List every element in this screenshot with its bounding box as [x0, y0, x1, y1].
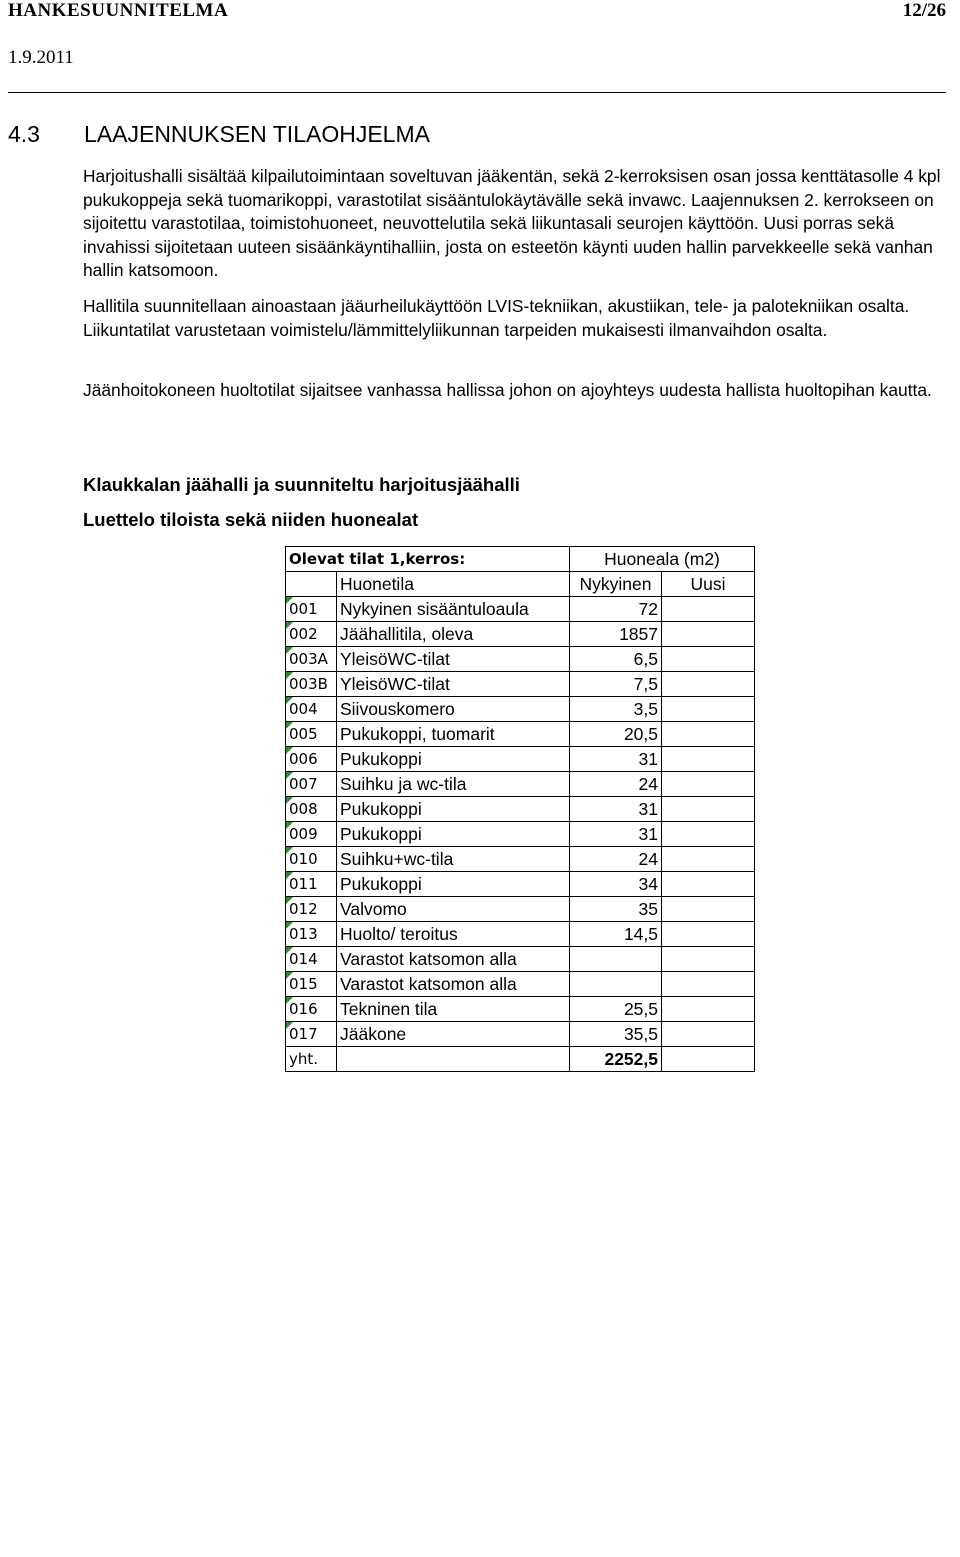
room-code: 003B [286, 672, 337, 697]
section-number: 4.3 [8, 121, 40, 147]
comment-marker-icon [286, 747, 293, 754]
comment-marker-icon [286, 972, 293, 979]
room-area-new [662, 972, 755, 997]
total-new [662, 1047, 755, 1072]
room-name: Varastot katsomon alla [337, 972, 570, 997]
section-title: LAAJENNUKSEN TILAOHJELMA [84, 121, 430, 147]
table-row [286, 947, 755, 972]
room-code: 003A [286, 647, 337, 672]
room-area-current: 35,5 [570, 1022, 662, 1047]
room-area-current: 25,5 [570, 997, 662, 1022]
room-area-new [662, 1022, 755, 1047]
room-name: Nykyinen sisääntuloaula [337, 597, 570, 622]
comment-marker-icon [286, 997, 293, 1004]
comment-marker-icon [286, 947, 293, 954]
room-area-table [285, 546, 755, 1072]
room-area-current: 1857 [570, 622, 662, 647]
room-code: 004 [286, 697, 337, 722]
total-row [286, 1047, 755, 1072]
table-row [286, 672, 755, 697]
room-name: Pukukoppi [337, 872, 570, 897]
table-header-row [286, 547, 755, 572]
room-area-new [662, 597, 755, 622]
room-area-new [662, 772, 755, 797]
area-header: Huoneala (m2) [570, 547, 755, 572]
total-label: yht. [286, 1047, 337, 1072]
subheading-facility: Klaukkalan jäähalli ja suunniteltu harjoitusjäähalli [83, 474, 520, 495]
room-area-new [662, 947, 755, 972]
paragraph-maintenance: Jäänhoitokoneen huoltotilat sijaitsee vanhassa hallissa johon on ajoyhteys uudesta hallista huoltopihan kautta. [83, 380, 932, 400]
total-value: 2252,5 [570, 1047, 662, 1072]
subheading-room-list: Luettelo tiloista sekä niiden huonealat [83, 509, 419, 530]
col-current-header: Nykyinen [570, 572, 662, 597]
col-new-header: Uusi [662, 572, 755, 597]
paragraph-hallitila: Hallitila suunnitellaan ainoastaan jääurheilukäyttöön LVIS-tekniikan, akustiikan, tele- ja palotekniikan osalta. Liikuntatilat varustetaan voimistelu/lämmittelyliikunnan tarpeiden mukaisesti ilmanvaihdon osalta. [83, 296, 910, 340]
table-row [286, 697, 755, 722]
column-header-row [286, 572, 755, 597]
comment-marker-icon [286, 672, 293, 679]
table-row [286, 797, 755, 822]
room-name: Siivouskomero [337, 697, 570, 722]
room-name: Varastot katsomon alla [337, 947, 570, 972]
table-row [286, 622, 755, 647]
room-area-current: 3,5 [570, 697, 662, 722]
table-row [286, 922, 755, 947]
room-area-new [662, 797, 755, 822]
room-name: Pukukoppi [337, 747, 570, 772]
room-area-current [570, 972, 662, 997]
table-row [286, 772, 755, 797]
room-area-new [662, 822, 755, 847]
room-area-current: 20,5 [570, 722, 662, 747]
comment-marker-icon [286, 872, 293, 879]
room-name: Pukukoppi [337, 797, 570, 822]
room-area-current: 24 [570, 772, 662, 797]
comment-marker-icon [286, 597, 293, 604]
room-area-current: 6,5 [570, 647, 662, 672]
room-name: YleisöWC-tilat [337, 672, 570, 697]
room-code: 015 [286, 972, 337, 997]
room-name: YleisöWC-tilat [337, 647, 570, 672]
room-code: 005 [286, 722, 337, 747]
table-row [286, 897, 755, 922]
room-area-current [570, 947, 662, 972]
room-area-current: 31 [570, 822, 662, 847]
comment-marker-icon [286, 722, 293, 729]
room-area-current: 24 [570, 847, 662, 872]
room-area-current: 14,5 [570, 922, 662, 947]
table-row [286, 747, 755, 772]
table-row [286, 597, 755, 622]
room-area-current: 34 [570, 872, 662, 897]
table-row [286, 647, 755, 672]
room-code: 014 [286, 947, 337, 972]
comment-marker-icon [286, 622, 293, 629]
room-name: Jääkone [337, 1022, 570, 1047]
header-rule [8, 92, 946, 93]
room-code: 007 [286, 772, 337, 797]
comment-marker-icon [286, 822, 293, 829]
room-name: Huolto/ teroitus [337, 922, 570, 947]
comment-marker-icon [286, 797, 293, 804]
comment-marker-icon [286, 697, 293, 704]
comment-marker-icon [286, 1022, 293, 1029]
room-area-new [662, 997, 755, 1022]
room-code: 010 [286, 847, 337, 872]
table-row [286, 872, 755, 897]
room-area-current: 35 [570, 897, 662, 922]
comment-marker-icon [286, 647, 293, 654]
room-name: Pukukoppi, tuomarit [337, 722, 570, 747]
room-area-new [662, 747, 755, 772]
table-title: Olevat tilat 1,kerros: [286, 547, 570, 572]
table-row [286, 972, 755, 997]
room-code: 012 [286, 897, 337, 922]
table-row [286, 997, 755, 1022]
room-area-new [662, 897, 755, 922]
room-area-current: 7,5 [570, 672, 662, 697]
room-name: Valvomo [337, 897, 570, 922]
document-date: 1.9.2011 [8, 47, 74, 68]
comment-marker-icon [286, 772, 293, 779]
table-row [286, 847, 755, 872]
document-title: HANKESUUNNITELMA [8, 0, 229, 21]
room-code: 001 [286, 597, 337, 622]
table-row [286, 822, 755, 847]
room-name: Suihku+wc-tila [337, 847, 570, 872]
room-area-current: 72 [570, 597, 662, 622]
room-area-new [662, 647, 755, 672]
page-number: 12/26 [902, 0, 946, 21]
room-area-current: 31 [570, 747, 662, 772]
room-code: 011 [286, 872, 337, 897]
room-code: 006 [286, 747, 337, 772]
room-name: Tekninen tila [337, 997, 570, 1022]
room-code: 017 [286, 1022, 337, 1047]
table-row [286, 722, 755, 747]
paragraph-intro: Harjoitushalli sisältää kilpailutoimintaan soveltuvan jääkentän, sekä 2-kerroksisen osan jossa kenttätasolle 4 kpl pukukoppeja sekä tuomarikoppi, varastotilat sisääntulokäytävälle sekä invawc. Laajennuksen 2. kerrokseen on sijoitettu varastotilaa, toimistohuoneet, neuvottelutila sekä liikuntasali seurojen käyttöön. Uusi porras sekä invahissi sijoitetaan uuteen sisäänkäyntihalliin, josta on esteetön käynti uuden hallin parvekkeelle sekä vanhan hallin katsomoon. [83, 166, 941, 280]
room-name: Suihku ja wc-tila [337, 772, 570, 797]
room-name: Jäähallitila, oleva [337, 622, 570, 647]
room-area-new [662, 872, 755, 897]
comment-marker-icon [286, 897, 293, 904]
section-heading [8, 121, 430, 148]
room-name: Pukukoppi [337, 822, 570, 847]
room-area-new [662, 622, 755, 647]
room-code: 013 [286, 922, 337, 947]
comment-marker-icon [286, 922, 293, 929]
room-area-new [662, 672, 755, 697]
comment-marker-icon [286, 847, 293, 854]
room-code: 002 [286, 622, 337, 647]
room-code: 008 [286, 797, 337, 822]
table-row [286, 1022, 755, 1047]
room-area-new [662, 847, 755, 872]
col-room-header: Huonetila [337, 572, 570, 597]
blank-header-cell [286, 572, 337, 597]
room-area-new [662, 922, 755, 947]
room-code: 009 [286, 822, 337, 847]
room-code: 016 [286, 997, 337, 1022]
room-area-new [662, 722, 755, 747]
room-area-new [662, 697, 755, 722]
total-blank [337, 1047, 570, 1072]
room-area-current: 31 [570, 797, 662, 822]
